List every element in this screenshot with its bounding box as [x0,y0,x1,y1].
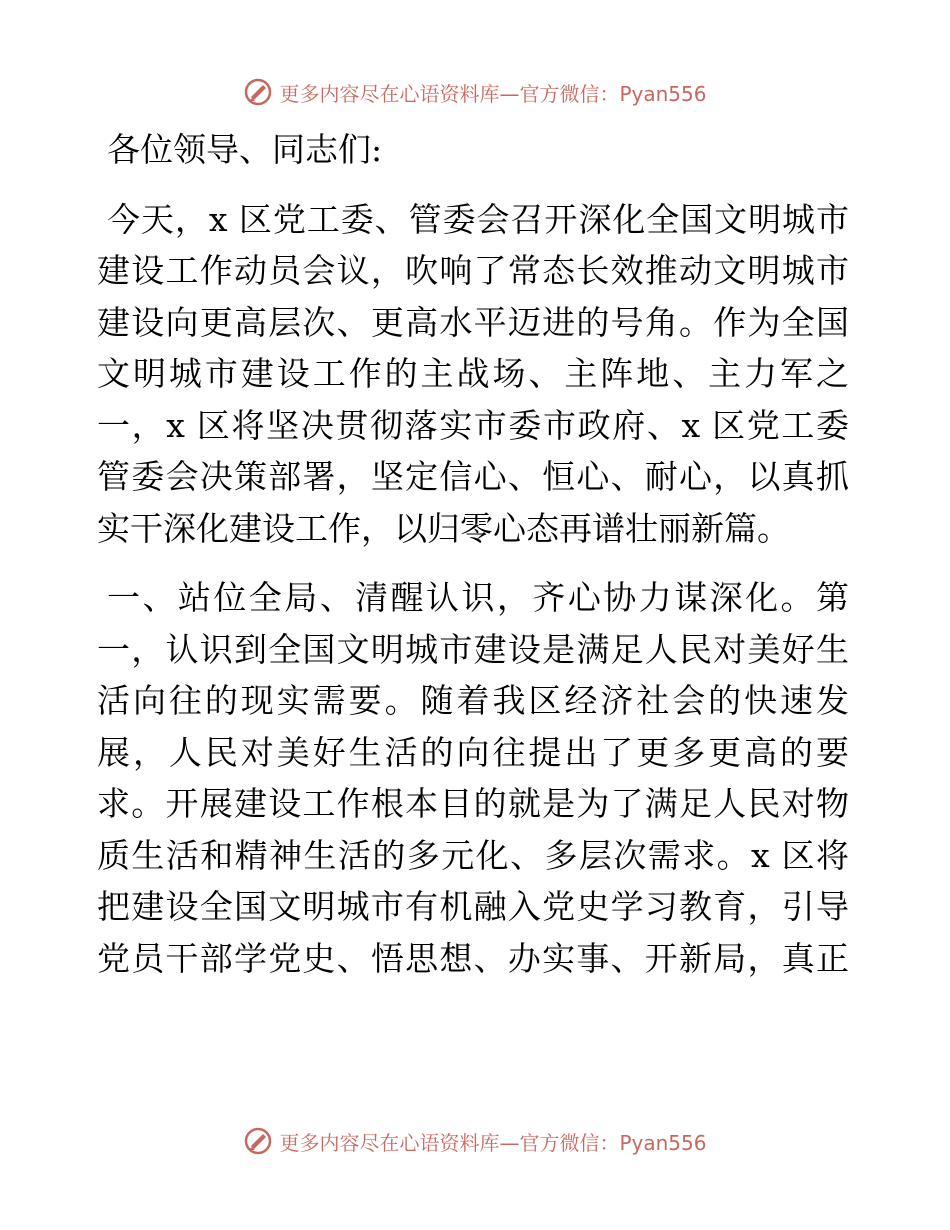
text-line: 一、站位全局、清醒认识，齐心协力谋深化。第 [107,578,849,617]
brand-logo-icon [243,1126,273,1156]
header-watermark-banner [0,72,950,112]
text-line: 把建设全国文明城市有机融入党史学习教育，引导 [97,887,849,926]
footer-banner-text: 更多内容尽在心语资料库—官方微信：Pyan556 [279,1130,707,1155]
paragraph-section-one [97,572,849,984]
text-line: 求。开展建设工作根本目的就是为了满足人民对物 [97,784,849,823]
text-line: 一，认识到全国文明城市建设是满足人民对美好生 [97,629,849,669]
brand-logo-icon [243,77,273,107]
text-line: 活向往的现实需要。随着我区经济社会的快速发 [97,681,849,720]
text-line: 今天，x 区党工委、管委会召开深化全国文明城市 [107,199,849,239]
text-line: 党员干部学党史、悟思想、办实事、开新局，真正 [97,938,849,978]
text-line: 文明城市建设工作的主战场、主阵地、主力军之 [97,354,849,393]
document-body [97,124,849,984]
footer-watermark-banner [0,1121,950,1161]
text-line: 实干深化建设工作，以归零心态再谱壮丽新篇。 [97,508,790,548]
text-line: 一，x 区将坚决贯彻落实市委市政府、x 区党工委 [97,405,849,445]
header-banner-text: 更多内容尽在心语资料库—官方微信：Pyan556 [279,81,707,106]
salutation: 各位领导、同志们: [107,130,383,169]
text-line: 建设向更高层次、更高水平迈进的号角。作为全国 [97,302,849,342]
paragraph-intro [97,194,849,555]
text-line: 展，人民对美好生活的向往提出了更多更高的要 [97,732,849,772]
text-line: 质生活和精神生活的多元化、多层次需求。x 区将 [97,835,849,875]
text-line: 管委会决策部署，坚定信心、恒心、耐心，以真抓 [97,457,849,496]
text-line: 建设工作动员会议，吹响了常态长效推动文明城市 [97,251,849,290]
